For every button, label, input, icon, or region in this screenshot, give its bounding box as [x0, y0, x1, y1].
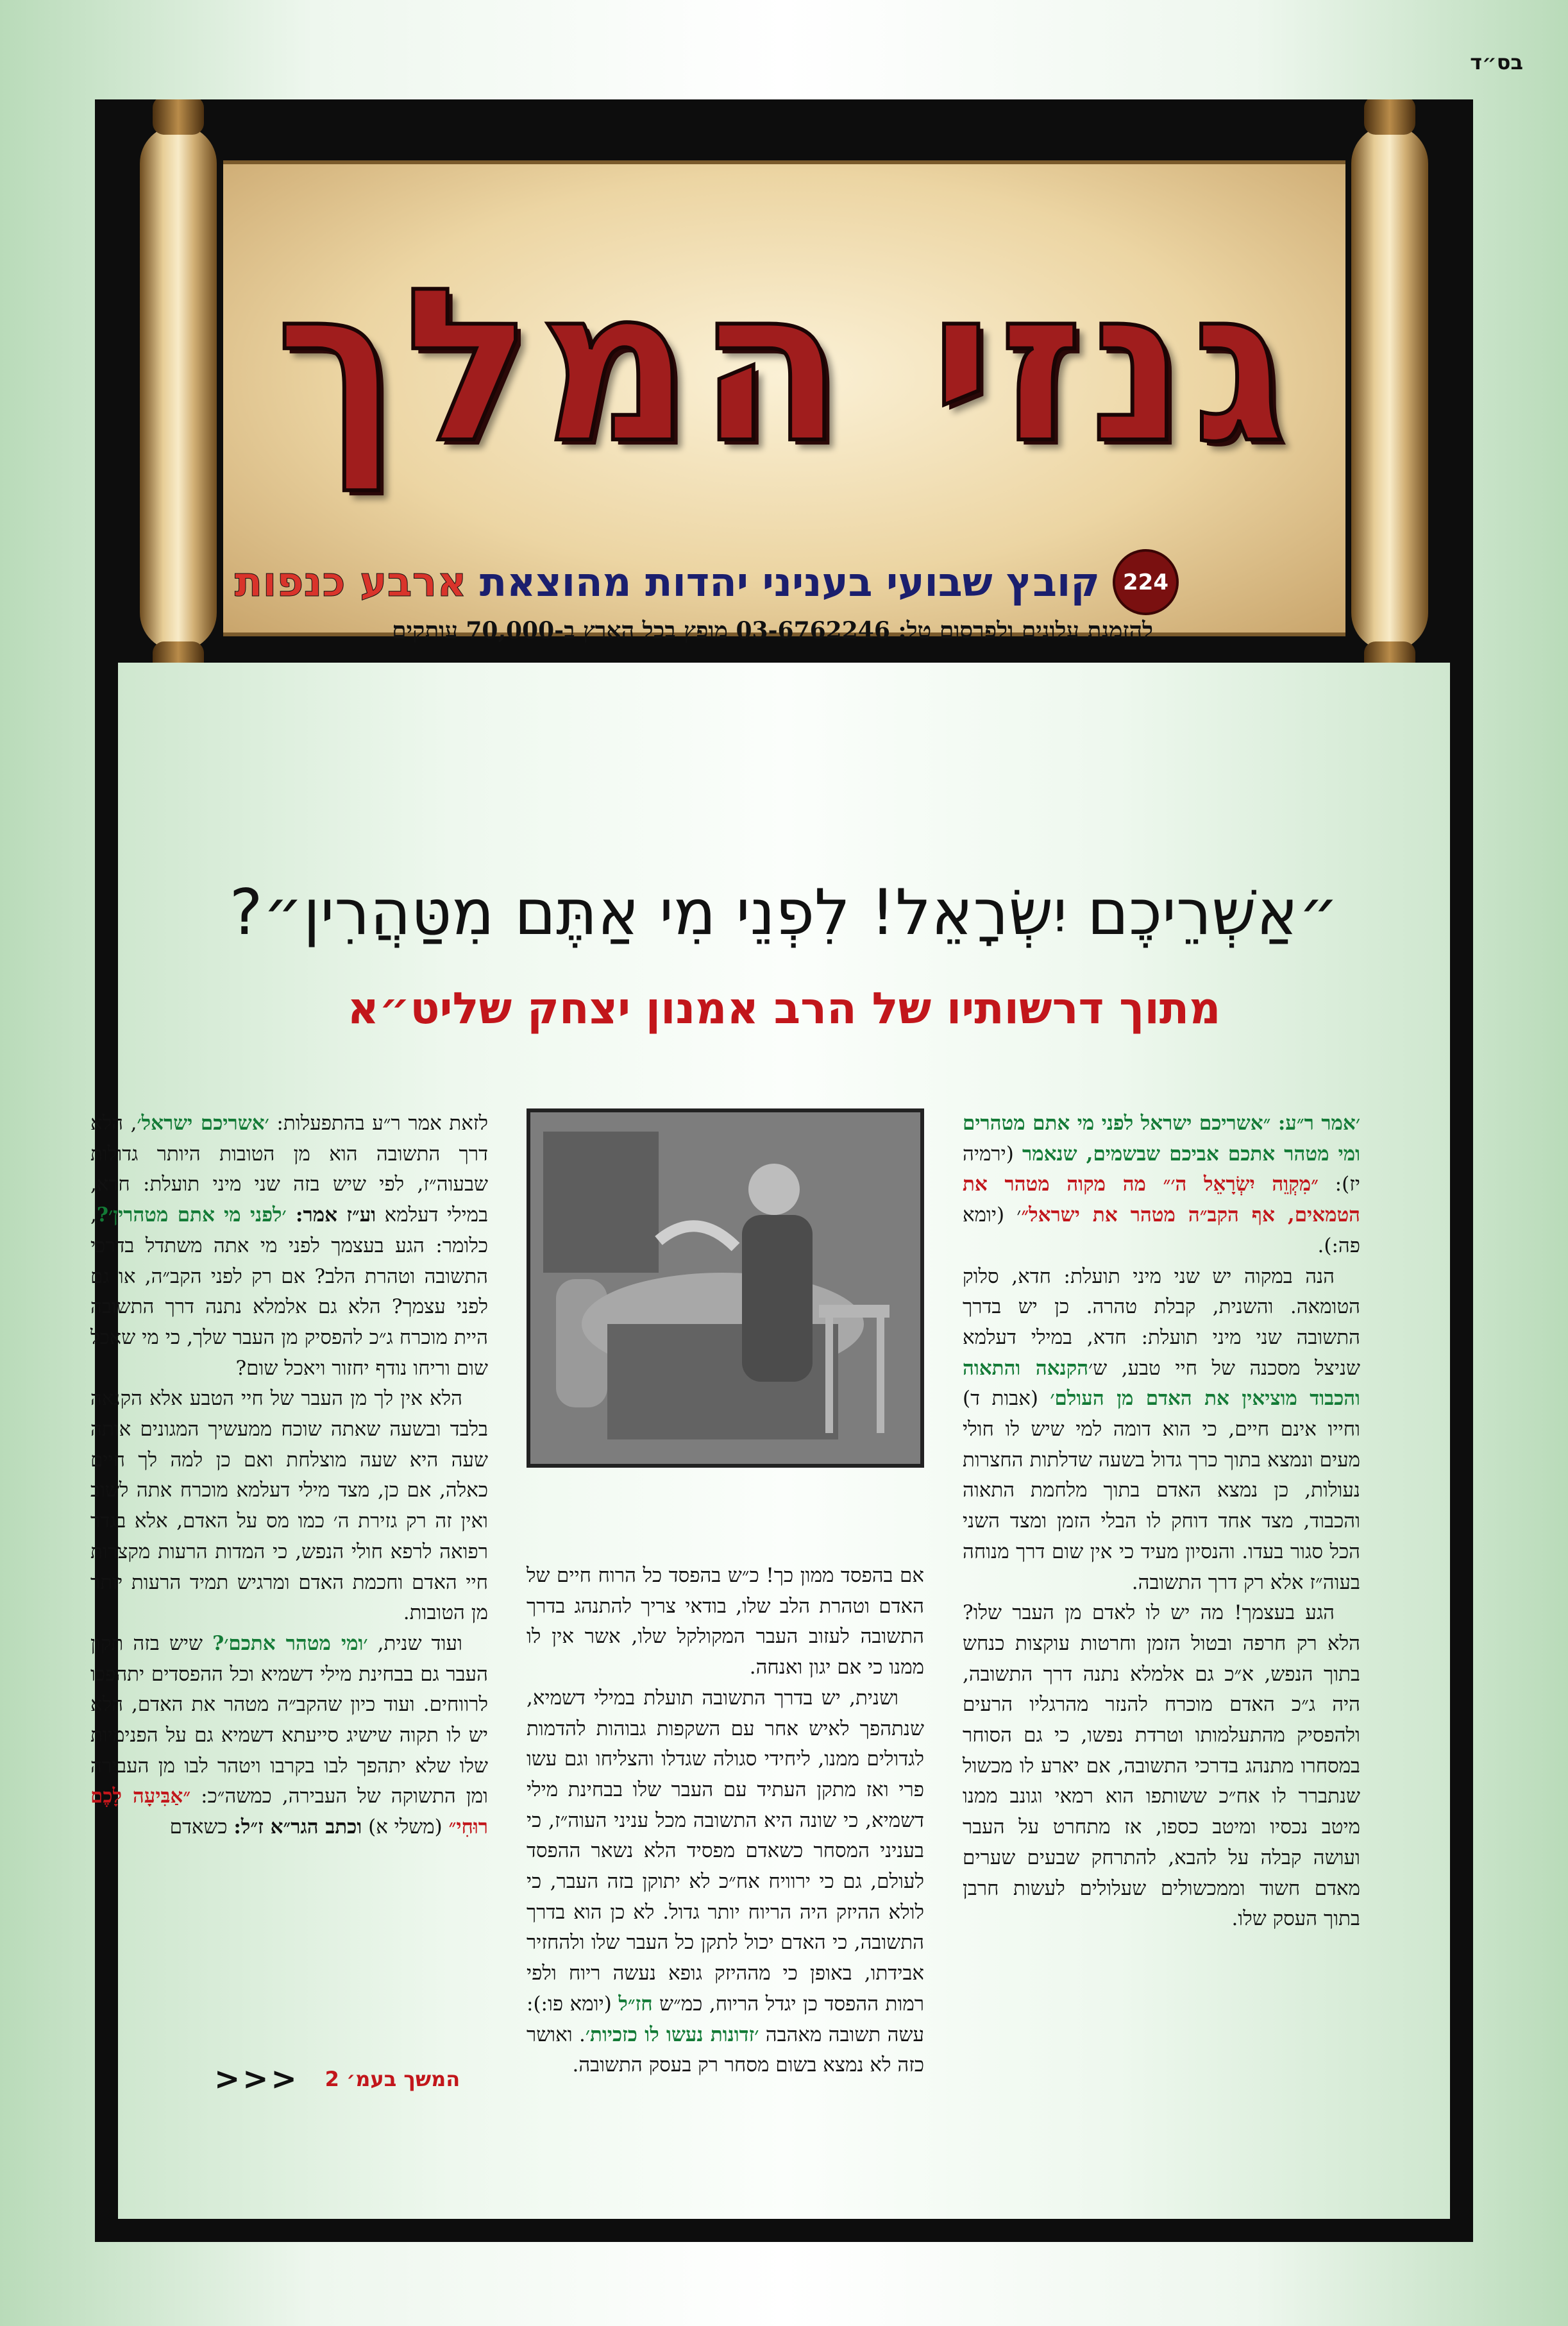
article-area: [90, 663, 1450, 2219]
highlight-quote: ׳ומי מטהר אתכם׳?: [212, 1631, 368, 1655]
highlight-quote: ׳זדונות נעשו לו כזכיות׳: [585, 2023, 759, 2046]
highlight-text: חז״ל: [618, 1992, 653, 2016]
page-frame: [90, 99, 1473, 2242]
paragraph: [963, 1262, 1360, 1599]
paragraph-text: (יומא פו:): עשה תשובה מאהבה: [527, 1992, 924, 2046]
paragraph: הלא אין לך מן העבר של חיי הטבע אלא הקנאה בלבד ובשעה שאתה שוכח ממעשיך המגונים אותה שעה היא שעה מוצלחת ואם כן למה לך חיים כאלה, אם כן, מצד מילי דעלמא מוכרח אתה לשוב ואין זה רק גזירת ה׳ כמו מס על האדם, אלא בגדר רפואה לרפא חולי הנפש, כי המדות הרעות מקצרות חיי האדם וחכמת האדם ומרגיש תמיד הרעות יותר מן הטובות.: [90, 1387, 488, 1625]
paragraph: הגע בעצמך! מה יש לו לאדם מן העבר שלו? הלא רק חרפה ובטול הזמן וחרטות עוקצות כנחש בתוך הנפש, א״כ גם אלמלא נתנה דרך התשובה, היה ג״כ האדם מוכרח להנזר מהרגליו הרעים ולהפסיק מהתעלמותו וטרדת נפשו, כי גם הסוחר במסחרו מתנהג בדרכי התשובה, אם יארע לו מכשול שנתברר לו אח״כ ששותפו הוא רמאי וגונב ממנו מיטב נכסיו ומיטב כספו, אז מתחרט על העבר ועושה קבלה על להבא, להתרחק שבעים שערים מאדם חשוד וממכשולים שעלולים לעשות חרבן בתוך העסק שלו.: [963, 1601, 1360, 1931]
bsd-mark: בס״ד: [1470, 50, 1523, 74]
engraving-image: [527, 1108, 924, 1468]
source-ref: ׳ (יומא פה:).: [963, 1203, 1360, 1257]
paragraph: [90, 1108, 488, 1384]
highlight-quote: ׳לפני מי אתם מטהרין׳?: [96, 1203, 287, 1227]
paragraph-text: ועוד שנית,: [367, 1631, 462, 1655]
scroll-roll-right: [1351, 125, 1428, 651]
article-column-right: [963, 1108, 1360, 1935]
paragraph: [963, 1108, 1360, 1262]
scroll-knob: [153, 641, 204, 663]
paragraph-text: שיש בזה תקון העבר גם בבחינת מילי דשמיא וכל ההפסדים יתהפכו לרווחים. ועוד כיון שהקב״ה מטהר את האדם, הלא יש לו תקוה שישיג סייעתא דשמיא גם על הפנימיות שלו שלא יתהפך לבו בקרבו ויטהר לבו מן העבירה ומן התשוקה של העבירה, כמשה״כ:: [90, 1631, 488, 1808]
source-ref: (ירמיה יז):: [963, 1142, 1360, 1196]
paragraph-text: . ואושר כזה לא נמצא בשום מסחר רק בעסק התשובה.: [527, 2023, 924, 2077]
article-column-left: [90, 1108, 488, 1843]
masthead-subtitle: קובץ שבועי בעניני יהדות מהוצאת: [479, 559, 1100, 606]
bold-text: וכתב הגר״א ז״ל:: [233, 1815, 362, 1839]
masthead-title: גנזי המלך: [275, 243, 1294, 489]
verse-quote: ״מִקְוֵה יִשְׂרָאֵל ה׳״ מה מקוה מטהר את הטמאים, אף הקב״ה מטהר את ישראל״: [963, 1173, 1361, 1227]
engraving-illustration: [530, 1112, 920, 1464]
article-byline: מתוך דרשותיו של הרב אמנון יצחק שליט״א: [347, 983, 1221, 1034]
paragraph: [527, 1683, 924, 2081]
contact-line: להזמנת עלונים ולפרסום טל: 03-6762246 מופץ בכל הארץ ב-70,000 עותקים: [392, 617, 1153, 644]
article-title: ״אַשְׁרֵיכֶם יִשְׂרָאֵל! לִפְנֵי מִי אַתֶּם מִטַּהֲרִין״?: [229, 876, 1339, 949]
paragraph: [90, 1629, 488, 1843]
quote-intro: ׳אמר ר״ע:: [1270, 1112, 1360, 1135]
highlight-quote: ׳אשריכם ישראל׳: [137, 1112, 269, 1135]
paragraph-text: לזאת אמר ר״ע בהתפעלות:: [269, 1112, 488, 1135]
paragraph-text: כשאדם: [169, 1815, 234, 1839]
paragraph-text: ושנית, יש בדרך התשובה תועלת במילי דשמיא, שנתהפך לאיש אחר עם השקפות גבוהות להדמות לגדולים ממנו, ליחידי סגולה שגדלו והצליחו וגם עשו פרי ואז מתקן העתיד עם העבר שלו בבחינת מילי דשמיא, כי שונה היא התשובה מכל עניני העוה״ז, כי בעניני המסחר כשאדם מפסיד הלא נשאר ההפסד לעולם, גם כי ירוויח אח״כ לא יתוקן בזה העבר, כי לולא ההיזק היה הריוח יותר גדול. לא כן הוא בדרך התשובה, כי האדם יכול לתקן כל העבר שלו ולהחזיר אבידתו, באופן כי מההיזק גופא נעשה ריוח ולפי רמות ההפסד כן יגדל הריוח, כמ״ש: [527, 1686, 924, 2016]
bold-text: וע״ז אמר:: [286, 1203, 376, 1227]
issue-number-badge: 224: [1113, 549, 1179, 615]
paragraph-text: , הלא דרך התשובה הוא מן הטובות היותר גדולות שבעוה״ז, לפי שיש בזה שני מיני תועלת: חדא, במילי דעלמא: [90, 1112, 489, 1227]
masthead: [95, 99, 1473, 663]
paragraph-text: הנה במקוה יש שני מיני תועלת: חדא, סלוק הטומאה. והשנית, קבלת טהרה. כן יש בדרך התשובה שני מיני תועלת: חדא, במילי דעלמא שניצל מסכנה של חיי טבע, ש׳: [963, 1264, 1360, 1380]
scroll-knob: [153, 99, 204, 135]
highlight-quote: הקנאה והתאוה והכבוד מוציאין את האדם מן העולם׳: [963, 1356, 1360, 1411]
scroll-roll-left: [140, 125, 217, 651]
article-column-middle: [527, 1561, 924, 2081]
publisher-logo-text: ארבע כנפות: [234, 558, 467, 606]
scroll-knob: [1364, 99, 1415, 135]
paragraph-text: , כלומר: הגע בעצמך לפני מי אתה משתדל בדרכי התשובה וטהרת הלב? אם רק לפני הקב״ה, או גם לפני עצמך? הלא גם אלמלא נתנה דרך התשובה היית מוכרח ג״כ להפסיק מן העבר שלך, כי מי שאכל שום וריחו נודף יחזור ויאכל שום?: [90, 1203, 488, 1380]
mishna-quote: ״אשריכם ישראל לפני מי אתם מטהרים ומי מטהר אתכם אביכם שבשמים, שנאמר: [963, 1112, 1361, 1166]
parchment-scroll: [223, 160, 1345, 644]
masthead-subtitle-row: [235, 549, 1179, 615]
paragraph: אם בהפסד ממון כך! כ״ש בהפסד כל הרוח חיים של האדם וטהרת הלב שלו, בודאי צריך להתנהג בדרך התשובה לעזוב העבר המקולקל שלו, אשר אין לו ממנו כי אם יגון ואנחה.: [527, 1564, 924, 1679]
continued-arrows-icon[interactable]: <<<: [214, 2061, 299, 2097]
paragraph-text: (אבות ד) וחייו אינם חיים, כי הוא דומה למי שיש לו חולי מעים ונמצא בתוך כרך גדול בשעה שדלתות החצרות נעולות, כן נמצא האדם בתוך מלחמת התאוה והכבוד, מצד אחד דוחק לו הבלי הזמן ומצד השני הכל סגור בעדו. והנסיון מעיד כי אין שום דרך מנוחה בעוה״ז אלא רק דרך התשובה.: [963, 1387, 1360, 1594]
scroll-knob: [1364, 641, 1415, 663]
verse-quote: ״אַבִּיעָה לָכֶם רוּחִי״: [90, 1785, 488, 1839]
source-ref: (משלי א): [362, 1815, 449, 1839]
continued-label[interactable]: המשך בעמ׳ 2: [325, 2067, 460, 2091]
continued-link[interactable]: [214, 2061, 460, 2097]
